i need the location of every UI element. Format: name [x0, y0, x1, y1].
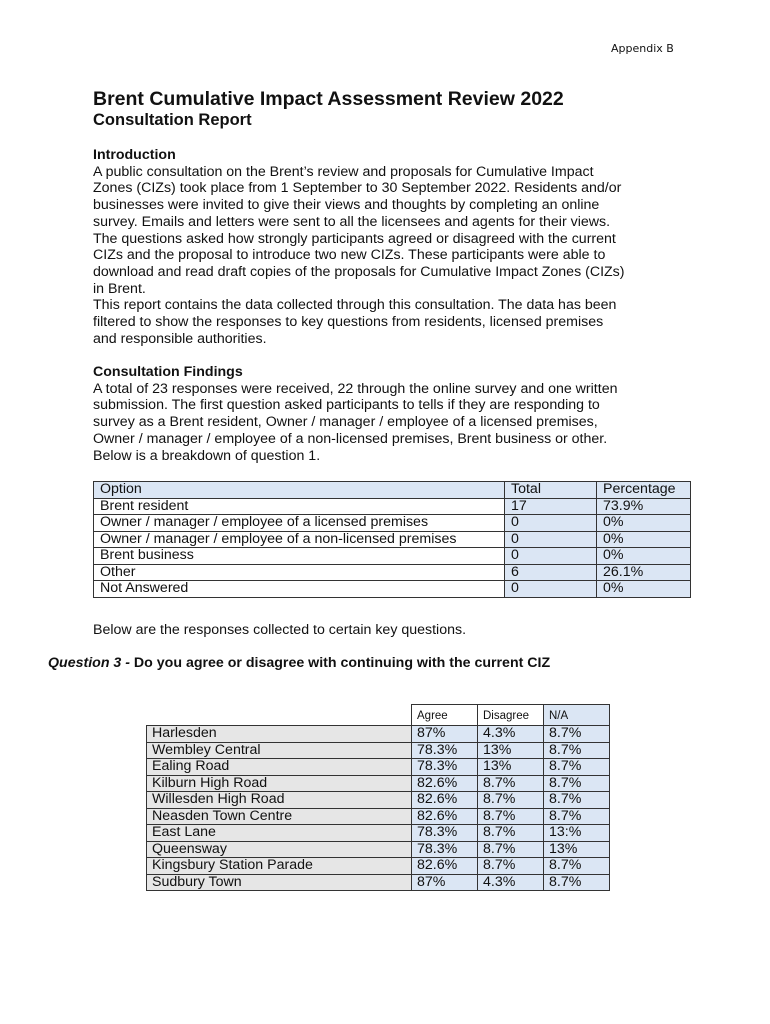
- area-cell: Sudbury Town: [147, 874, 412, 891]
- header-blank: [147, 705, 412, 726]
- header-agree: Agree: [412, 705, 478, 726]
- introduction-paragraph-1: A public consultation on the Brent’s review and proposals for Cumulative Impact Zones (CIZs) took place from 1 September to 30 September 2022. Residents and/or businesses were invited to give their views and thoughts by completing an online survey. Emails and letters were sent to all the licensees and agents for their views. The questions asked how strongly participants agreed or disagreed with the current CIZs and the proposal to introduce two new CIZs. These participants were able to download and read draft copies of the proposals for Cumulative Impact Zones (CIZs) in Brent.: [93, 163, 625, 297]
- table-row: [147, 792, 610, 809]
- document-subtitle: Consultation Report: [93, 111, 252, 129]
- table-row: [147, 742, 610, 759]
- introduction-paragraph-2: This report contains the data collected through this consultation. The data has been filtered to show the responses to key questions from residents, licensed premises and responsible authorities.: [93, 297, 617, 347]
- na-cell: 8.7%: [544, 759, 610, 776]
- table-row: [94, 515, 691, 532]
- question3-number: Question 3 -: [48, 655, 130, 671]
- disagree-cell: 4.3%: [478, 874, 544, 891]
- table-row: [147, 841, 610, 858]
- option-cell: Other: [94, 564, 505, 581]
- option-cell: Brent resident: [94, 498, 505, 515]
- disagree-cell: 13%: [478, 742, 544, 759]
- na-cell: 13:%: [544, 825, 610, 842]
- disagree-cell: 8.7%: [478, 841, 544, 858]
- area-cell: Harlesden: [147, 726, 412, 743]
- percentage-cell: 73.9%: [597, 498, 691, 515]
- agree-cell: 82.6%: [412, 792, 478, 809]
- appendix-label: Appendix B: [611, 42, 674, 55]
- disagree-cell: 8.7%: [478, 808, 544, 825]
- na-cell: 8.7%: [544, 726, 610, 743]
- total-cell: 0: [505, 531, 597, 548]
- percentage-cell: 0%: [597, 548, 691, 565]
- percentage-cell: 0%: [597, 581, 691, 598]
- percentage-cell: 0%: [597, 515, 691, 532]
- option-cell: Brent business: [94, 548, 505, 565]
- agree-cell: 78.3%: [412, 759, 478, 776]
- header-option: Option: [94, 482, 505, 499]
- responses-intro-text: Below are the responses collected to certain key questions.: [93, 622, 467, 638]
- header-total: Total: [505, 482, 597, 499]
- percentage-cell: 26.1%: [597, 564, 691, 581]
- total-cell: 0: [505, 548, 597, 565]
- introduction-heading: Introduction: [93, 147, 176, 163]
- na-cell: 8.7%: [544, 792, 610, 809]
- findings-section: [93, 364, 693, 464]
- agree-cell: 78.3%: [412, 841, 478, 858]
- agree-cell: 78.3%: [412, 742, 478, 759]
- table-header-row: [147, 705, 610, 726]
- agree-cell: 82.6%: [412, 858, 478, 875]
- total-cell: 0: [505, 581, 597, 598]
- area-cell: Neasden Town Centre: [147, 808, 412, 825]
- table-row: [147, 808, 610, 825]
- area-cell: East Lane: [147, 825, 412, 842]
- table-row: [147, 759, 610, 776]
- introduction-section: [93, 147, 693, 347]
- na-cell: 8.7%: [544, 858, 610, 875]
- disagree-cell: 4.3%: [478, 726, 544, 743]
- na-cell: 13%: [544, 841, 610, 858]
- area-cell: Wembley Central: [147, 742, 412, 759]
- area-cell: Willesden High Road: [147, 792, 412, 809]
- agree-cell: 87%: [412, 726, 478, 743]
- area-cell: Kilburn High Road: [147, 775, 412, 792]
- option-cell: Owner / manager / employee of a licensed premises: [94, 515, 505, 532]
- table-row: [147, 858, 610, 875]
- total-cell: 0: [505, 515, 597, 532]
- question3-heading: [48, 655, 550, 671]
- na-cell: 8.7%: [544, 775, 610, 792]
- table-row: [94, 581, 691, 598]
- table-row: [147, 775, 610, 792]
- header-disagree: Disagree: [478, 705, 544, 726]
- total-cell: 17: [505, 498, 597, 515]
- agree-cell: 78.3%: [412, 825, 478, 842]
- document-title: Brent Cumulative Impact Assessment Review 2022: [93, 88, 564, 110]
- question3-text: Do you agree or disagree with continuing with the current CIZ: [129, 655, 551, 671]
- area-cell: Queensway: [147, 841, 412, 858]
- table-row: [147, 726, 610, 743]
- disagree-cell: 8.7%: [478, 858, 544, 875]
- area-cell: Ealing Road: [147, 759, 412, 776]
- table-row: [147, 825, 610, 842]
- question3-table: [146, 704, 610, 891]
- table-row: [94, 498, 691, 515]
- question1-table: [93, 481, 691, 598]
- table-row: [94, 564, 691, 581]
- disagree-cell: 8.7%: [478, 792, 544, 809]
- findings-heading: Consultation Findings: [93, 364, 243, 380]
- disagree-cell: 8.7%: [478, 825, 544, 842]
- option-cell: Owner / manager / employee of a non-licensed premises: [94, 531, 505, 548]
- total-cell: 6: [505, 564, 597, 581]
- disagree-cell: 8.7%: [478, 775, 544, 792]
- disagree-cell: 13%: [478, 759, 544, 776]
- table-row: [94, 531, 691, 548]
- table-row: [94, 548, 691, 565]
- table-row: [147, 874, 610, 891]
- percentage-cell: 0%: [597, 531, 691, 548]
- header-percentage: Percentage: [597, 482, 691, 499]
- header-na: N/A: [544, 705, 610, 726]
- na-cell: 8.7%: [544, 808, 610, 825]
- agree-cell: 82.6%: [412, 808, 478, 825]
- agree-cell: 87%: [412, 874, 478, 891]
- area-cell: Kingsbury Station Parade: [147, 858, 412, 875]
- option-cell: Not Answered: [94, 581, 505, 598]
- na-cell: 8.7%: [544, 874, 610, 891]
- findings-paragraph: A total of 23 responses were received, 22 through the online survey and one written submission. The first question asked participants to tells if they are responding to survey as a Brent resident, Owner / manager / employee of a licensed premises, Owner / manager / employee of a non-licensed premises, Brent business or other. Below is a breakdown of question 1.: [93, 380, 618, 464]
- table-header-row: [94, 482, 691, 499]
- agree-cell: 82.6%: [412, 775, 478, 792]
- na-cell: 8.7%: [544, 742, 610, 759]
